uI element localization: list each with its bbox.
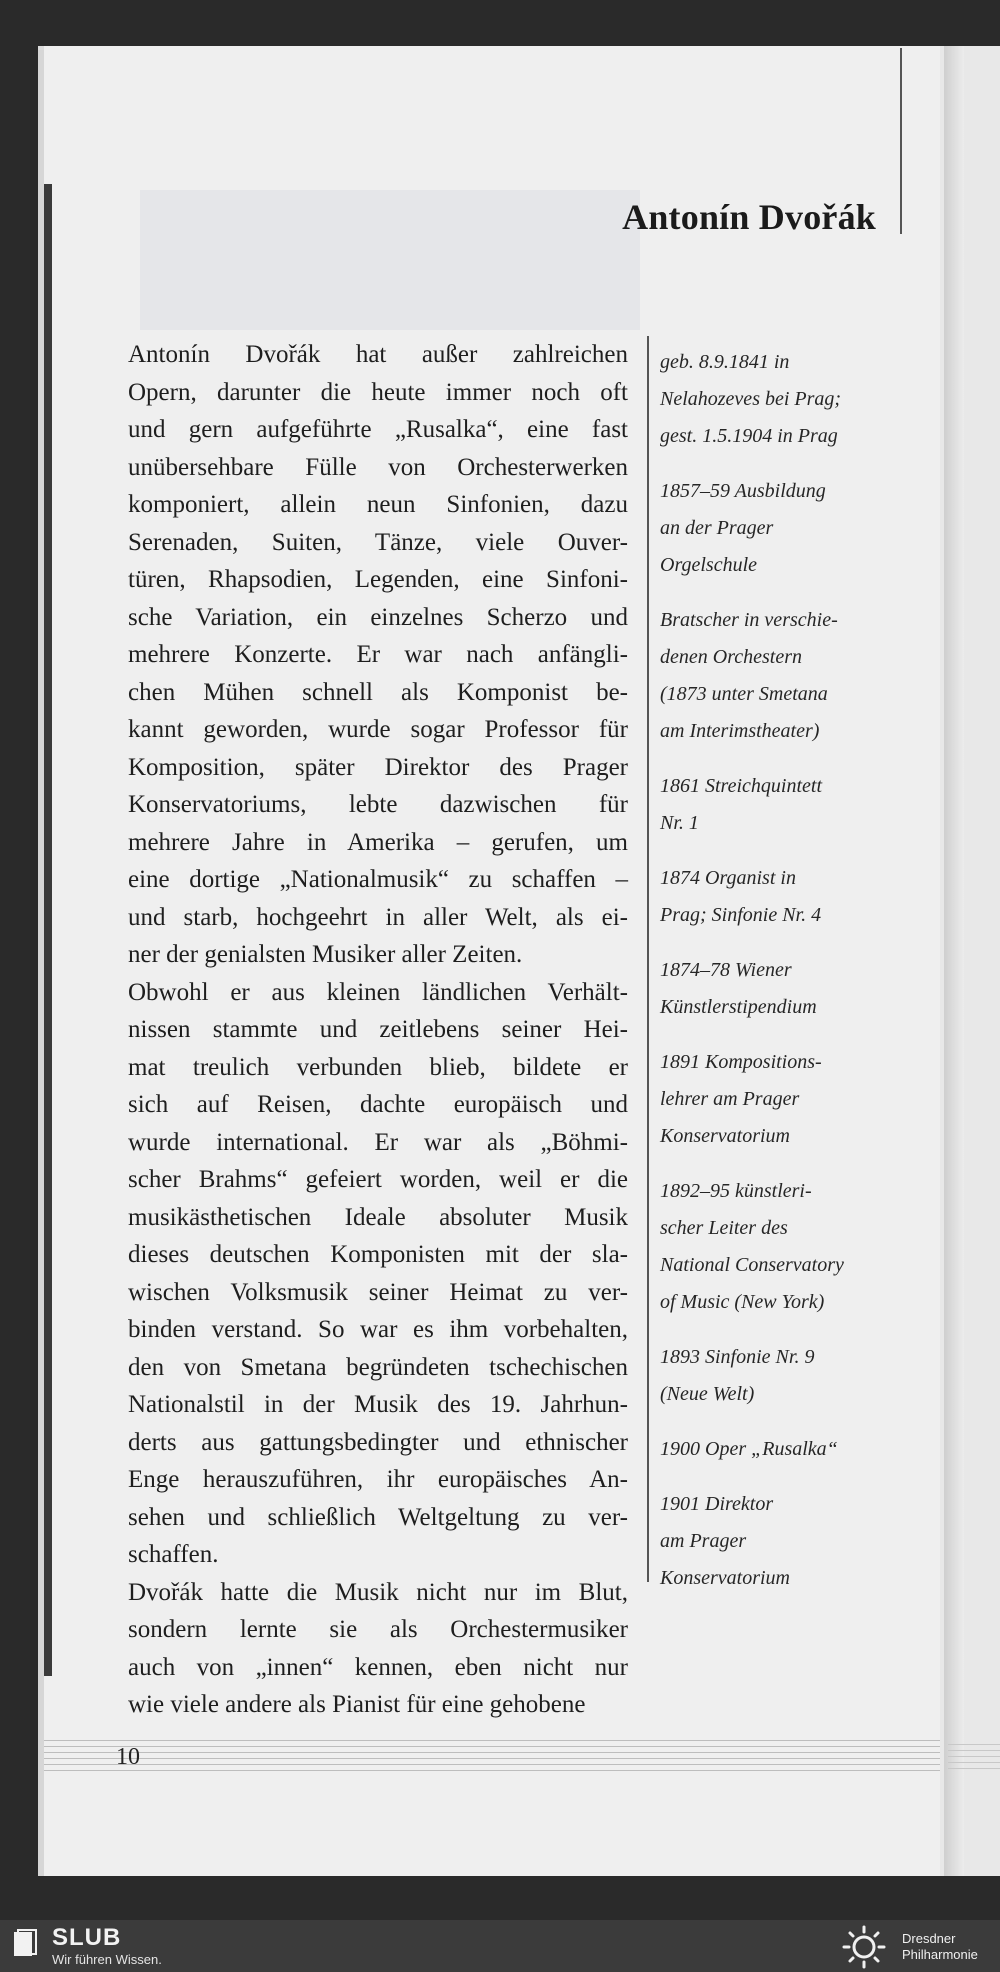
- body-line: Konservatoriums, lebte dazwischen für: [128, 791, 628, 818]
- sidebar-entry-line: scher Leiter des: [660, 1217, 788, 1239]
- body-line: und starb, hochgeehrt in aller Welt, als ei-: [128, 903, 628, 931]
- body-line: den von Smetana begründeten tschechischen: [128, 1353, 628, 1381]
- body-line: dieses deutschen Komponisten mit der sla-: [128, 1241, 628, 1268]
- philharmonie-sun-icon: [840, 1924, 888, 1970]
- body-line: Komposition, später Direktor des Prager: [128, 753, 628, 781]
- sidebar-entry-line: an der Prager: [660, 517, 774, 539]
- body-line: scher Brahms“ gefeiert worden, weil er die: [128, 1166, 628, 1193]
- sidebar-entry-line: am Prager: [660, 1530, 747, 1552]
- body-line: mat treulich verbunden blieb, bildete er: [128, 1053, 628, 1081]
- sidebar-entry: [660, 1431, 900, 1468]
- body-line: komponiert, allein neun Sinfonien, dazu: [128, 491, 628, 518]
- sidebar-entry-line: Bratscher in verschie-: [660, 609, 838, 631]
- sidebar-entry-line: 1891 Kompositions-: [660, 1051, 822, 1073]
- body-line: wie viele andere als Pianist für eine gehobene: [128, 1691, 586, 1718]
- sidebar-entry: [660, 952, 900, 1026]
- body-line: mehrere Konzerte. Er war nach anfängli-: [128, 641, 628, 668]
- body-line: schaffen.: [128, 1541, 219, 1568]
- page-number: 10: [116, 1744, 140, 1770]
- body-line: sondern lernte sie als Orchestermusiker: [128, 1616, 628, 1643]
- body-line: türen, Rhapsodien, Legenden, eine Sinfoni-: [128, 566, 628, 593]
- sidebar-entry-line: am Interimstheater): [660, 720, 820, 742]
- sidebar-entry-line: National Conservatory: [660, 1254, 844, 1276]
- sidebar-entry: [660, 1044, 900, 1155]
- body-line: musikästhetischen Ideale absoluter Musik: [128, 1203, 628, 1231]
- page-fold-shadow: [944, 46, 964, 1876]
- sidebar-entry-line: 1900 Oper „Rusalka“: [660, 1438, 838, 1460]
- sidebar-entry: [660, 602, 900, 750]
- body-line: Antonín Dvořák hat außer zahlreichen: [128, 341, 628, 368]
- sidebar-entry-line: denen Orchestern: [660, 646, 802, 668]
- column-divider: [647, 336, 649, 1582]
- sidebar-entry: [660, 473, 900, 584]
- body-line: ner der genialsten Musiker aller Zeiten.: [128, 941, 523, 968]
- sidebar-entry-line: Künstlerstipendium: [660, 996, 817, 1018]
- footer-rules-next-page: [948, 1744, 1000, 1774]
- sidebar-entry-line: 1874–78 Wiener: [660, 959, 792, 981]
- sidebar-entry-line: Nr. 1: [660, 812, 699, 834]
- sidebar-entry: [660, 860, 900, 934]
- body-line: wischen Volksmusik seiner Heimat zu ver-: [128, 1278, 628, 1306]
- body-line: chen Mühen schnell als Komponist be-: [128, 678, 628, 706]
- body-line: Opern, darunter die heute immer noch oft: [128, 378, 628, 406]
- philharmonie-name-line1: Dresdner: [902, 1931, 956, 1946]
- slub-logo-text: SLUB: [52, 1924, 122, 1951]
- body-line: sich auf Reisen, dachte europäisch und: [128, 1091, 628, 1118]
- body-line: Obwohl er aus kleinen ländlichen Verhält-: [128, 978, 628, 1006]
- sidebar-entry: [660, 1339, 900, 1413]
- body-line: Nationalstil in der Musik des 19. Jahrhun-: [128, 1391, 628, 1418]
- body-line: wurde international. Er war als „Böhmi-: [128, 1128, 628, 1156]
- sidebar-entry-line: 1857–59 Ausbildung: [660, 480, 826, 502]
- sidebar-entry: [660, 344, 900, 455]
- body-line: sche Variation, ein einzelnes Scherzo und: [128, 603, 628, 631]
- sidebar-entry-line: Konservatorium: [660, 1125, 790, 1147]
- sidebar-entry: [660, 1486, 900, 1597]
- body-line: auch von „innen“ kennen, eben nicht nur: [128, 1653, 628, 1681]
- body-line: unübersehbare Fülle von Orchesterwerken: [128, 453, 628, 481]
- biography-sidebar: [660, 344, 900, 1615]
- sidebar-entry: [660, 768, 900, 842]
- ink-bleed-through: [140, 190, 640, 330]
- sidebar-entry-line: of Music (New York): [660, 1291, 825, 1313]
- library-footer-bar: [0, 1920, 1000, 1972]
- body-line: Dvořák hatte die Musik nicht nur im Blut,: [128, 1578, 628, 1606]
- sidebar-entry: [660, 1173, 900, 1321]
- body-line: Serenaden, Suiten, Tänze, viele Ouver-: [128, 528, 628, 556]
- body-line: Enge herauszuführen, ihr europäisches An-: [128, 1466, 628, 1493]
- sidebar-entry-line: gest. 1.5.1904 in Prag: [660, 425, 838, 447]
- sidebar-entry-line: Nelahozeves bei Prag;: [660, 388, 842, 410]
- page-title: Antonín Dvořák: [622, 197, 876, 237]
- footer-rules: [44, 1740, 940, 1780]
- body-line: eine dortige „Nationalmusik“ zu schaffen –: [128, 866, 628, 893]
- sidebar-entry-line: 1892–95 künstleri-: [660, 1180, 812, 1202]
- body-line: binden verstand. So war es ihm vorbehalten,: [128, 1316, 628, 1343]
- binding-spine: [44, 184, 52, 1676]
- sidebar-entry-line: Orgelschule: [660, 554, 758, 576]
- sidebar-entry-line: (1873 unter Smetana: [660, 683, 828, 705]
- sidebar-entry-line: 1893 Sinfonie Nr. 9: [660, 1346, 815, 1368]
- sidebar-entry-line: 1861 Streichquintett: [660, 775, 823, 797]
- sidebar-entry-line: geb. 8.9.1841 in: [660, 351, 790, 373]
- body-line: nissen stammte und zeitlebens seiner Hei-: [128, 1016, 628, 1043]
- sidebar-entry-line: 1874 Organist in: [660, 867, 796, 889]
- header-vertical-rule: [900, 48, 902, 234]
- sidebar-entry-line: 1901 Direktor: [660, 1493, 774, 1515]
- sidebar-entry-line: Konservatorium: [660, 1567, 790, 1589]
- body-text: [128, 336, 628, 1724]
- body-line: und gern aufgeführte „Rusalka“, eine fast: [128, 416, 628, 443]
- sidebar-entry-line: lehrer am Prager: [660, 1088, 800, 1110]
- body-line: mehrere Jahre in Amerika – gerufen, um: [128, 828, 628, 856]
- sidebar-entry-line: (Neue Welt): [660, 1383, 755, 1405]
- body-line: derts aus gattungsbedingter und ethnischer: [128, 1428, 628, 1456]
- body-line: sehen und schließlich Weltgeltung zu ver-: [128, 1503, 628, 1531]
- sidebar-entry-line: Prag; Sinfonie Nr. 4: [660, 904, 822, 926]
- slub-tagline: Wir führen Wissen.: [52, 1952, 162, 1967]
- body-line: kannt geworden, wurde sogar Professor für: [128, 716, 628, 743]
- slub-book-icon: [12, 1928, 38, 1960]
- philharmonie-name-line2: Philharmonie: [902, 1947, 978, 1962]
